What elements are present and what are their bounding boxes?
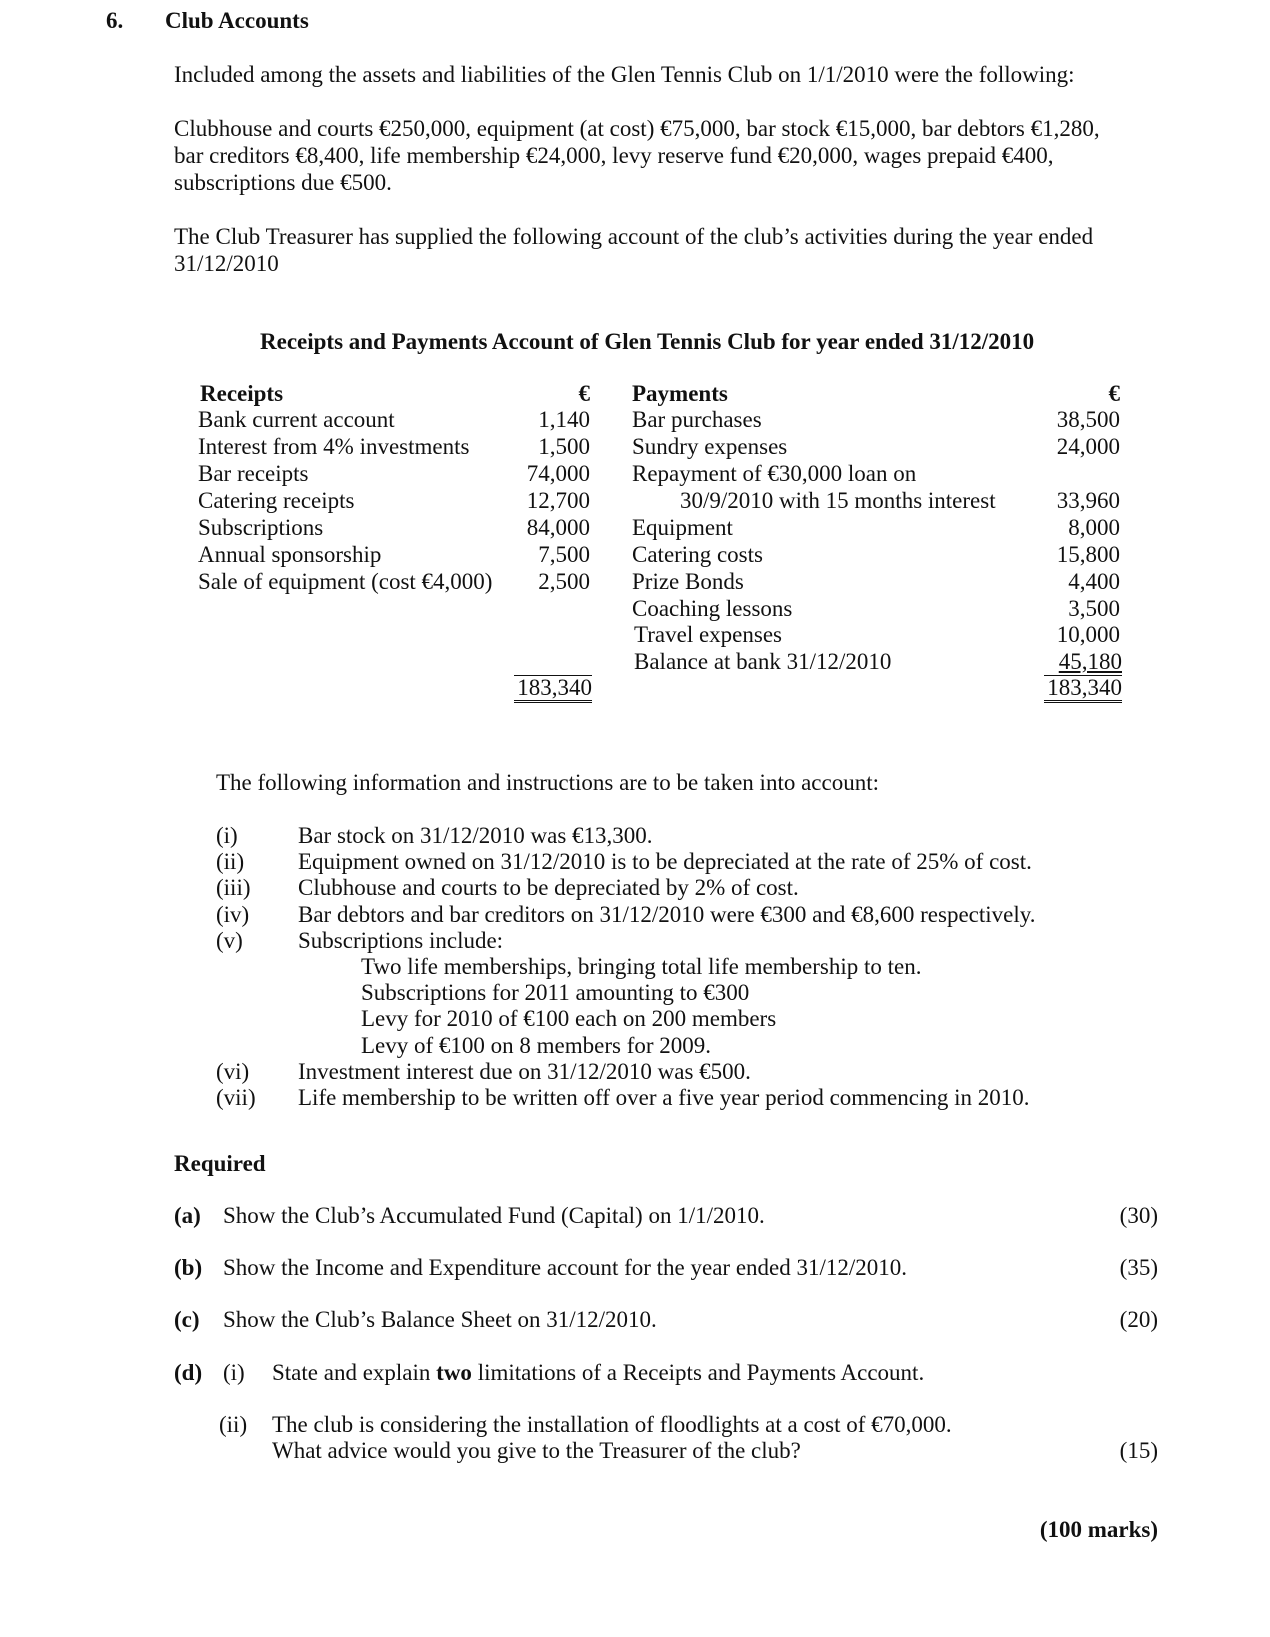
receipt-amount: 2,500 (538, 569, 590, 594)
info-sub-item: Levy for 2010 of €100 each on 200 members (361, 1006, 777, 1031)
info-item-num: (vi) (216, 1059, 250, 1084)
part-marks: (20) (1119, 1307, 1158, 1332)
payments-total: 183,340 (1044, 675, 1122, 703)
payment-label: Coaching lessons (632, 596, 793, 621)
info-item-num: (vii) (216, 1085, 256, 1110)
receipt-amount: 74,000 (526, 461, 590, 486)
payment-label: Catering costs (632, 542, 763, 567)
receipt-amount: 84,000 (526, 515, 590, 540)
part-d-i-num: (i) (223, 1360, 245, 1385)
receipt-label: Annual sponsorship (198, 542, 382, 567)
part-label: (c) (174, 1307, 200, 1332)
part-marks: (35) (1119, 1255, 1158, 1280)
info-item-text: Clubhouse and courts to be depreciated by 2% of cost. (298, 875, 799, 900)
payment-amount: 15,800 (1056, 542, 1120, 567)
info-item-num: (i) (216, 823, 238, 848)
payment-amount: 24,000 (1056, 434, 1120, 459)
receipt-amount: 12,700 (526, 488, 590, 513)
payment-label: Bar purchases (632, 407, 762, 432)
info-item-text: Life membership to be written off over a five year period commencing in 2010. (298, 1085, 1030, 1110)
payment-amount: 45,180 (1058, 649, 1122, 674)
part-d-ii-line: The club is considering the installation of floodlights at a cost of €70,000. (272, 1412, 952, 1437)
payments-header: Payments (632, 381, 728, 406)
payment-label: Balance at bank 31/12/2010 (634, 649, 892, 674)
required-heading: Required (174, 1151, 266, 1176)
payment-amount: 38,500 (1056, 407, 1120, 432)
receipts-currency: € (578, 381, 590, 406)
assets-line-1: Clubhouse and courts €250,000, equipment (at cost) €75,000, bar stock €15,000, bar debtors €1,280, (174, 116, 1100, 141)
receipt-label: Bar receipts (198, 461, 309, 486)
part-text: Show the Income and Expenditure account for the year ended 31/12/2010. (223, 1255, 908, 1280)
payment-label: Prize Bonds (632, 569, 744, 594)
account-title: Receipts and Payments Account of Glen Tennis Club for year ended 31/12/2010 (260, 329, 1035, 354)
payment-amount: 33,960 (1056, 488, 1120, 513)
assets-line-2: bar creditors €8,400, life membership €24,000, levy reserve fund €20,000, wages prepaid €400, (174, 143, 1054, 168)
info-item-num: (ii) (216, 849, 245, 874)
receipt-amount: 7,500 (538, 542, 590, 567)
payment-label: Travel expenses (634, 622, 782, 647)
info-item-num: (iv) (216, 902, 250, 927)
info-sub-item: Two life memberships, bringing total life membership to ten. (361, 954, 922, 979)
info-item-text: Bar debtors and bar creditors on 31/12/2010 were €300 and €8,600 respectively. (298, 902, 1036, 927)
receipt-label: Catering receipts (198, 488, 355, 513)
info-item-num: (iii) (216, 875, 251, 900)
part-text: Show the Club’s Accumulated Fund (Capital) on 1/1/2010. (223, 1203, 765, 1228)
part-label: (b) (174, 1255, 203, 1280)
info-sub-item: Levy of €100 on 8 members for 2009. (361, 1033, 712, 1058)
part-marks: (30) (1119, 1203, 1158, 1228)
info-sub-item: Subscriptions for 2011 amounting to €300 (361, 980, 750, 1005)
receipt-label: Interest from 4% investments (198, 434, 470, 459)
part-d-label: (d) (174, 1360, 203, 1385)
info-item-text: Investment interest due on 31/12/2010 was €500. (298, 1059, 751, 1084)
treasurer-line-2: 31/12/2010 (174, 251, 279, 276)
question-number: 6. (106, 8, 124, 33)
receipt-label: Sale of equipment (cost €4,000) (198, 569, 493, 594)
info-item-text: Subscriptions include: (298, 928, 504, 953)
info-item-num: (v) (216, 928, 243, 953)
total-marks: (100 marks) (1039, 1517, 1158, 1542)
question-title: Club Accounts (165, 8, 309, 33)
treasurer-line-1: The Club Treasurer has supplied the following account of the club’s activities during the year ended (174, 224, 1094, 249)
receipt-label: Subscriptions (198, 515, 324, 540)
receipt-label: Bank current account (198, 407, 395, 432)
receipts-header: Receipts (200, 381, 284, 406)
receipts-total: 183,340 (514, 675, 592, 703)
info-heading: The following information and instructions are to be taken into account: (216, 770, 879, 795)
payment-amount: 4,400 (1068, 569, 1120, 594)
info-item-text: Bar stock on 31/12/2010 was €13,300. (298, 823, 653, 848)
receipt-amount: 1,500 (538, 434, 590, 459)
assets-line-3: subscriptions due €500. (174, 170, 392, 195)
info-item-text: Equipment owned on 31/12/2010 is to be depreciated at the rate of 25% of cost. (298, 849, 1032, 874)
intro-line: Included among the assets and liabilities of the Glen Tennis Club on 1/1/2010 were the following: (174, 62, 1075, 87)
payment-label: Sundry expenses (632, 434, 788, 459)
part-d-i-text: State and explain two limitations of a Receipts and Payments Account. (272, 1360, 925, 1385)
receipt-amount: 1,140 (538, 407, 590, 432)
part-d-ii-num: (ii) (219, 1412, 248, 1437)
payments-currency: € (1108, 381, 1120, 406)
payment-amount: 3,500 (1068, 596, 1120, 621)
part-d-ii-line: What advice would you give to the Treasurer of the club? (272, 1438, 801, 1463)
payment-label: Repayment of €30,000 loan on (632, 461, 917, 486)
payment-amount: 8,000 (1068, 515, 1120, 540)
payment-amount: 10,000 (1056, 622, 1120, 647)
payment-label: 30/9/2010 with 15 months interest (680, 488, 996, 513)
part-label: (a) (174, 1203, 201, 1228)
part-text: Show the Club’s Balance Sheet on 31/12/2010. (223, 1307, 657, 1332)
part-marks: (15) (1119, 1438, 1158, 1463)
payment-label: Equipment (632, 515, 733, 540)
